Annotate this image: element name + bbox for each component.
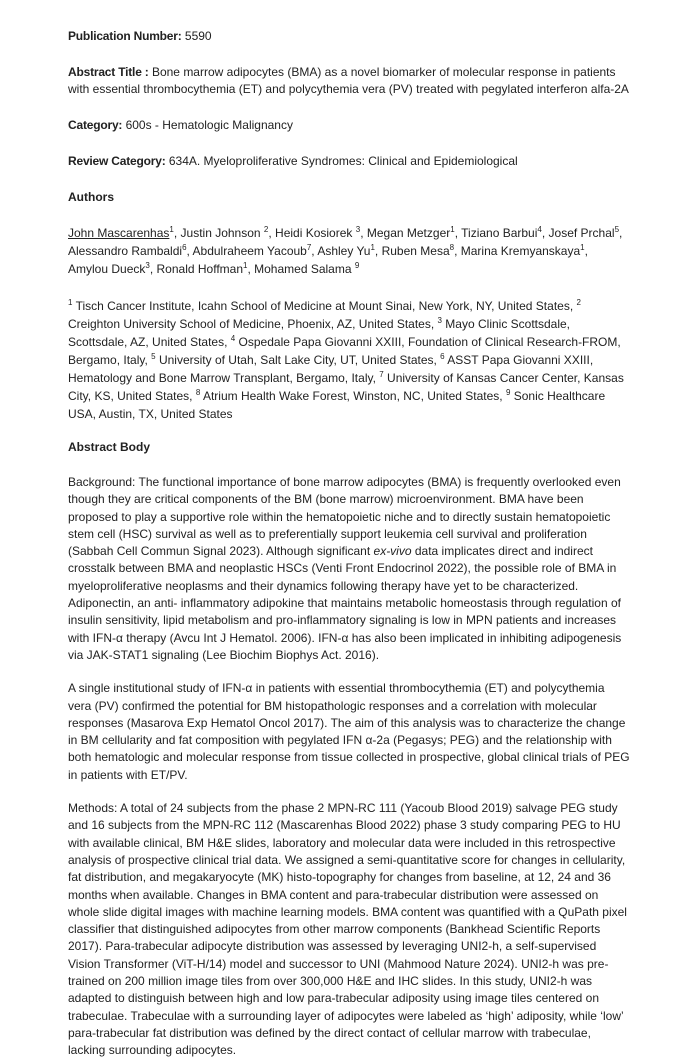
affiliation-text: Mayo Clinic Scottsdale, Scottsdale, AZ, United States, [68,317,571,349]
author-name: Ronald Hoffman [156,262,243,276]
background-italic-term: ex-vivo [373,544,412,559]
author-affiliation-number: 3 [145,261,150,270]
affiliation-number: 3 [437,316,442,325]
review-category [68,153,630,170]
author-affiliation-number: 1 [580,243,585,252]
category-label: Category: [68,118,123,132]
author-separator: , [311,244,318,258]
author-separator: , [360,226,367,240]
author-name: Marina Kremyanskaya [460,244,581,258]
author-separator: , [186,244,193,258]
author [549,226,623,240]
author-affiliation-number: 8 [449,243,455,252]
affiliation-text: Ospedale Papa Giovanni XXIII, Foundation of Clinical Research-FROM, Bergamo, Italy, [68,335,621,367]
affiliation-text: Sonic Healthcare USA, Austin, TX, United States [68,389,606,421]
author-affiliation-number: 1 [169,225,174,234]
author [193,244,318,258]
author [367,226,461,240]
affiliation-text: ASST Papa Giovanni XXIII, Hematology and Bone Marrow Transplant, Bergamo, Italy, [68,353,594,385]
abstract-title [68,64,630,98]
author-separator: , [584,244,588,258]
category-value: 600s - Hematologic Malignancy [125,118,293,132]
publication-number [68,28,630,45]
aim-paragraph: A single institutional study of IFN-α in patients with essential thrombocythemia (ET) and polycythemia vera (PV) confirmed the potential for BM histopathologic responses and a correlation with molecular responses (Masarova Exp Hematol Oncol 2017). The aim of this analysis was to characterize the change in BM cellularity and fat composition with pegylated IFN α-2a (Pegasys; PEG) and the relationship with both hematologic and molecular response from tissue collected in prospective, global clinical trials of PEG in patients with ET/PV. [68,681,630,782]
author-list [68,224,630,278]
author-separator: , [454,226,462,240]
author-affiliation-number: 7 [306,243,312,252]
author-separator: , [149,262,157,276]
author [181,226,276,240]
affiliation-number: 2 [576,298,581,307]
author-name: Megan Metzger [366,226,451,240]
author-affiliation-number: 2 [263,225,269,234]
author-name: Heidi Kosiorek [275,226,356,240]
author [157,262,255,276]
affiliation-number: 1 [68,298,73,307]
author-name[interactable]: John Mascarenhas [68,226,170,240]
affiliation-text: University of Kansas Cancer Center, Kansas City, KS, United States, [68,371,624,403]
affiliation [196,389,506,403]
abstract-title-value: Bone marrow adipocytes (BMA) as a novel biomarker of molecular response in patients with essential thrombocythemia (ET) and polycythemia vera (PV) treated with pegylated interferon alfa-2A [68,65,629,96]
author-affiliation-number: 3 [355,225,361,234]
author-separator: , [173,226,181,240]
author [68,244,193,258]
authors-heading: Authors [68,190,114,204]
publication-number-value: 5590 [184,29,212,43]
background-paragraph [68,474,630,664]
methods-paragraph: Methods: A total of 24 subjects from the phase 2 MPN-RC 111 (Yacoub Blood 2019) salvage PEG study and 16 subjects from the MPN-RC 112 (Mascarenhas Blood 2022) phase 3 study comparing PEG to HU with available clinical, BM H&E slides, laboratory and molecular data were included in this retrospective analysis of prospective clinical trial data. We assigned a semi-quantitative score for changes in cellularity, fat distribution, and megakaryocyte (MK) histo-topography for changes from baseline, at 12, 24 and 36 months when available. Changes in BMA content and para-trabecular distribution were assessed on whole slide digital images with machine learning models. BMA content was quantified with a QuPath pixel classifier that distinguished adipocytes from other marrow components (Bankhead Scientific Reports 2017). Para-trabecular adipocyte distribution was assessed by leveraging UNI2-h, a self-supervised Vision Transformer (ViT-H/14) model and successor to UNI (Mahmood Nature 2024). UNI2-h was pre-trained on 200 million image tiles from over 300,000 H&E and IHC slides. In this study, UNI2-h was adapted to distinguish between high and low para-trabecular adiposity using image tiles centered on trabeculae. Trabeculae with a surrounding layer of adipocytes were labeled as ‘high’ adiposity, while ‘low’ para-trabecular fat distribution was defined by the direct contact of cellular marrow with trabeculae, lacking surrounding adipocytes. [68,801,627,1058]
author-separator: , [247,262,255,276]
abstract-body-heading: Abstract Body [68,440,151,454]
affiliation-number: 4 [230,334,236,343]
author-affiliation-number: 1 [243,261,248,270]
author-affiliation-number: 6 [182,243,187,252]
author-affiliation-number: 1 [450,225,455,234]
author [461,244,588,258]
affiliation-text: Tisch Cancer Institute, Icahn School of Medicine at Mount Sinai, New York, NY, United States, [72,299,577,313]
author-name: Amylou Dueck [68,262,146,276]
affiliation-list [68,297,630,423]
author-separator: , [268,226,276,240]
author-name: Tiziano Barbui [461,226,538,240]
author-affiliation-number: 4 [537,225,542,234]
author-separator: , [374,244,382,258]
author-affiliation-number: 9 [354,261,360,270]
author-name: Josef Prchal [548,226,615,240]
affiliation-number: 7 [379,370,384,379]
affiliation-number: 8 [195,388,201,397]
author-affiliation-number: 5 [614,225,620,234]
author-name: Abdulraheem Yacoub [192,244,307,258]
author-name: Ruben Mesa [381,244,450,258]
affiliation-number: 9 [505,388,511,397]
publication-number-label: Publication Number: [68,29,182,43]
author [68,226,181,240]
author [275,226,367,240]
review-category-label: Review Category: [68,154,166,168]
affiliation-number: 5 [151,352,156,361]
author-name: Mohamed Salama [254,262,355,276]
background-text-start: Background: The functional importance of bone marrow adipocytes (BMA) is frequently overlooked even though they are critical components of the BM (bone marrow) microenvironment. BMA have been proposed to play a supportive role within the hematopoietic niche and to directly sustain hematopoietic stem cell (HSC) survival as well as to preferentially support leukemia cell survival and proliferation (Sabbah Cell Commun Signal 2023). Although significant [68,475,621,559]
author-separator: , [454,244,461,258]
author-separator: , [619,226,623,240]
category [68,117,630,134]
author [461,226,548,240]
review-category-value: 634A. Myeloproliferative Syndromes: Clinical and Epidemiological [168,154,518,168]
affiliation-number: 6 [440,352,445,361]
author [68,262,157,276]
author-name: Ashley Yu [317,244,371,258]
abstract-title-label: Abstract Title : [68,65,149,79]
affiliation [151,353,440,367]
author-name: Alessandro Rambaldi [68,244,183,258]
affiliation [68,299,577,313]
background-text-end: data implicates direct and indirect crosstalk between BMA and neoplastic HSCs (Venti Front Endocrinol 2022), the possible role of BMA in myeloproliferative neoplasms and their dynamics following therapy have yet to be characterized. Adiponectin, an anti- inflammatory adipokine that maintains metabolic homeostasis through regulation of insulin sensitivity, lipid metabolism and pro-inflammatory signaling is low in MPN patients and increases with IFN-α therapy (Avcu Int J Hematol. 2006). IFN-α has also been implicated in inhibiting adipogenesis via JAK-STAT1 signaling (Lee Biochim Biophys Act. 2016). [68,544,622,662]
author [317,244,381,258]
author-separator: , [541,226,549,240]
author [254,262,359,276]
affiliation-text: University of Utah, Salt Lake City, UT, United States, [155,353,441,367]
affiliation-text: Atrium Health Wake Forest, Winston, NC, United States, [200,389,506,403]
author [382,244,461,258]
author-affiliation-number: 1 [370,243,375,252]
affiliation-text: Creighton University School of Medicine, Phoenix, AZ, United States, [68,317,438,331]
author-name: Justin Johnson [180,226,264,240]
